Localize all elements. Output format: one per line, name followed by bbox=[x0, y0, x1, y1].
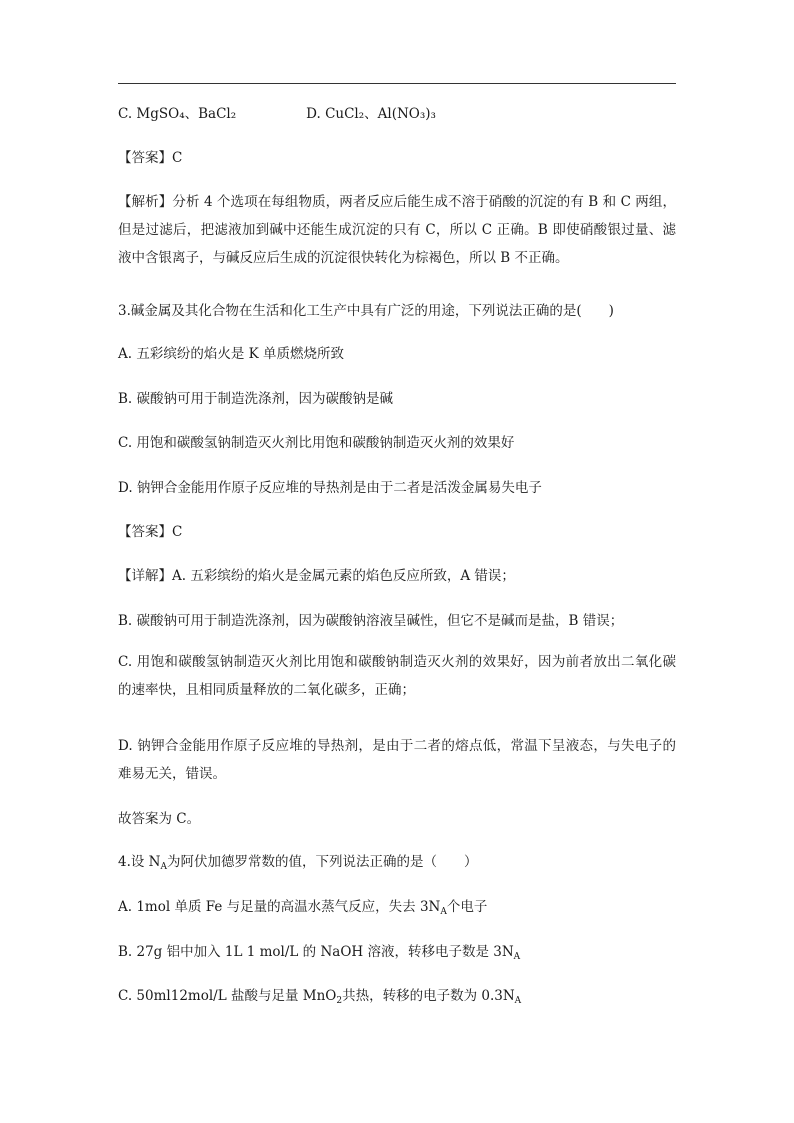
header-rule bbox=[118, 83, 676, 84]
q3-conclusion: 故答案为 C。 bbox=[118, 811, 201, 827]
q4-option-a: A. 1mol 单质 Fe 与足量的高温水蒸气反应，失去 $3N_A$个电子 bbox=[118, 899, 488, 917]
q2-options-row bbox=[118, 104, 436, 124]
q2-option-c: C. MgSO₄、BaCl₂ bbox=[118, 106, 237, 122]
q2-answer: 【答案】C bbox=[118, 150, 183, 166]
q4-stem: 4.设 $N_A$为阿伏加德罗常数的值，下列说法正确的是（ ） bbox=[118, 854, 478, 872]
q3-detail-c: C. 用饱和碳酸氢钠制造灭火剂比用饱和碳酸钠制造灭火剂的效果好，因为前者放出二氧化碳的速率快，且相同质量释放的二氧化碳多，正确； bbox=[118, 654, 676, 698]
q3-detail-d: D. 钠钾合金能用作原子反应堆的导热剂，是由于二者的熔点低，常温下呈液态，与失电子的难易无关，错误。 bbox=[118, 738, 676, 782]
q3-detail-a: 【详解】A. 五彩缤纷的焰火是金属元素的焰色反应所致，A 错误； bbox=[118, 568, 515, 584]
q3-stem: 3.碱金属及其化合物在生活和化工生产中具有广泛的用途，下列说法正确的是( ) bbox=[118, 303, 614, 319]
q3-option-b: B. 碳酸钠可用于制造洗涤剂，因为碳酸钠是碱 bbox=[118, 391, 394, 407]
q3-option-a: A. 五彩缤纷的焰火是 K 单质燃烧所致 bbox=[118, 346, 344, 362]
q3-option-c: C. 用饱和碳酸氢钠制造灭火剂比用饱和碳酸钠制造灭火剂的效果好 bbox=[118, 435, 515, 451]
q3-detail-b: B. 碳酸钠可用于制造洗涤剂，因为碳酸钠溶液呈碱性，但它不是碱而是盐，B 错误； bbox=[118, 613, 624, 629]
q2-analysis: 【解析】分析 4 个选项在每组物质，两者反应后能生成不溶于硝酸的沉淀的有 B 和 C 两组，但是过滤后，把滤液加到碱中还能生成沉淀的只有 C，所以 C 正确。B 即使硝酸银过量、滤液中含银离子，与碱反应后生成的沉淀很快转化为棕褐色，所以 B 不正确。 bbox=[118, 194, 676, 266]
q4-option-c: C. 50ml12mol/L 盐酸与足量 MnO$_2$共热，转移的电子数为 $0.3N_A$ bbox=[118, 988, 522, 1006]
q3-answer: 【答案】C bbox=[118, 524, 183, 540]
q4-option-b: B. 27g 铝中加入 1L 1 mol/L 的 NaOH 溶液，转移电子数是 $3N_A$ bbox=[118, 944, 521, 962]
q3-option-d: D. 钠钾合金能用作原子反应堆的导热剂是由于二者是活泼金属易失电子 bbox=[118, 480, 542, 496]
q2-option-d: D. CuCl₂、Al(NO₃)₃ bbox=[306, 106, 436, 122]
